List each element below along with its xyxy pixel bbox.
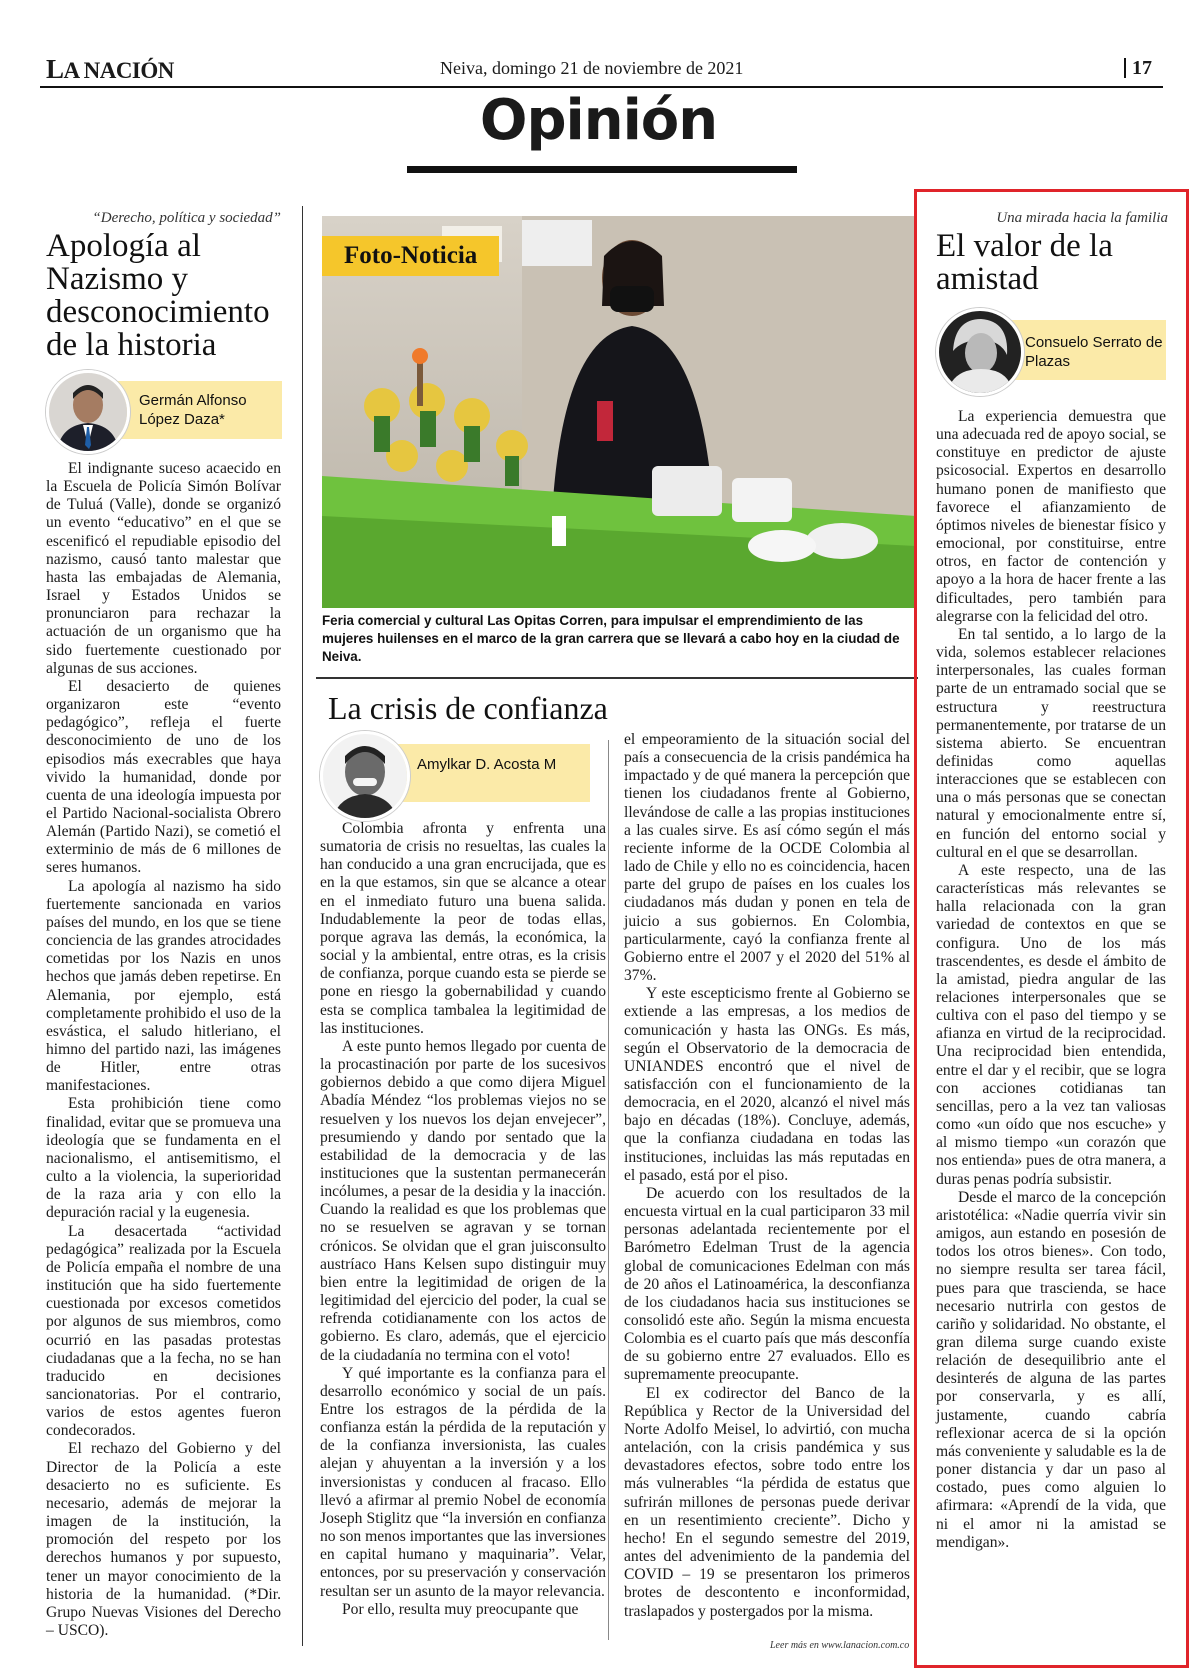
paragraph: Esta prohibición tiene como finalidad, evitar que se promueva una ideología que se fundamenta en el nacionalismo, el antisemitismo, el culto a la violencia, la superioridad de la raza aria y con ello la depuración racial y la eugenesia.: [46, 1095, 281, 1222]
left-author-name: Germán Alfonso López Daza*: [139, 392, 247, 428]
paragraph: A este punto hemos llegado por cuenta de la procastinación por parte de los sucesivos gobiernos debido a que como dijera Miguel Abadía Méndez “los problemas viejos no se resuelven y los nuevos los dejan envejecer”, presumiendo y dando por sentado que la estabilidad de la democracia y de las instituciones que la sustentan permanecerán incólumes, a pesar de la desidia y la inacción. Cuando la realidad es que los problemas que no se resuelven se agravan y se tornan crónicos. Se olvidan que el gran juisconsulto austríaco Hans Kelsen supo distinguir muy bien entre la legitimidad de origen de la legitimidad del ejercicio del poder, la cual se refrenda cotidianamente con los actos de gobierno. Es claro, además, que el ejercicio de la ciudadanía no termina con el voto!: [320, 1037, 606, 1364]
paragraph: Y este escepticismo frente al Gobierno se extiende a las empresas, a los medios de comunicación y hasta las ONGs. Es más, según el Observatorio de la democracia de UNIANDES encontró que el nivel de satisfacción con el funcionamiento de la democracia, en el 2020, alcanzó el nivel más bajo en décadas (18%). Concluye, además, que la confianza ciudadana en todas las instituciones, incluidas las más reputadas en el pasado, está por el piso.: [624, 985, 910, 1184]
paragraph: Colombia afronta y enfrenta una sumatoria de crisis no resueltas, las cuales la han conducido a una gran encrucijada, que es en la que estamos, sin que se alcance a otear en el inmediato futuro una buena salida. Indudablemente la peor de todas ellas, porque agrava las demás, la económica, la social y la ambiental, entre otras, es la crisis de confianza, porque cuando esta se pierde se pone en riesgo la gobernabilidad y cuando esta se complica tambalea la legitimidad de las instituciones.: [320, 820, 606, 1037]
center-author-avatar: [320, 731, 410, 821]
paragraph: Por ello, resulta muy preocupante que: [342, 1600, 579, 1618]
paragraph: De acuerdo con los resultados de la encuesta virtual en la cual participaron 33 mil personas adelantada recientemente por el Barómetro Edelman Trust de la agencia global de comunicaciones Edelman con más de 20 años el Latinoamérica, la desconfianza de los ciudadanos hacia sus instituciones se consolidó este año. Según la misma encuesta Colombia es el cuarto país que más desconfía de su gobierno entre 27 evaluados. Ello es supremamente preocupante.: [624, 1184, 910, 1384]
paragraph: La desacertada “actividad pedagógica” realizada por la Escuela de Policía empaña el nombre de una institución que ha sido fuertemente cuestionada por excesos cometidos por algunos de sus miembros, como ocurrió en las pasadas protestas ciudadanas que a la fecha, no se han traducido en decisiones sancionatorias. Por el contrario, varios de estos agentes fueron condecorados.: [46, 1222, 281, 1440]
paragraph: El rechazo del Gobierno y del Director de la Policía a este desacierto no es suficiente. Es necesario, además de mejorar la imagen de la institución, la promoción del respeto por los derechos humanos y por supuesto, tener un mayor conocimiento de la historia de la humanidad. (*Dir. Grupo Nuevas Visiones del Derecho – USCO).: [46, 1440, 281, 1639]
paragraph: La apología al nazismo ha sido fuertemente sancionada en varios países del mundo, en los que se tiene conciencia de las grandes atrocidades cometidas por los Nazis en unos hechos que jamás deben repetirse. En Alemania, por ejemplo, está completamente prohibido el uso de la esvástica, el saludo hitleriano, el himno del partido nazi, las imágenes de Hitler, entre otras manifestaciones.: [46, 877, 281, 1095]
left-article-body: [46, 460, 281, 1640]
right-article-kicker: Una mirada hacia la familia: [996, 210, 1168, 226]
paragraph: Desde el marco de la concepción aristotélica: «Nadie querría vivir sin amigos, aun estando en posesión de todos los otros bienes». Con todo, no siempre resulta ser tarea fácil, pues para que trascienda, se hace necesario nutrirla con gestos de cariño y solidaridad. No obstante, el gran dilema surge cuando existe relación de desequilibrio ante el desinterés de alguna de las partes por conservarla, y es allí, justamente, cuando cabría reflexionar acerca de si la opción más conveniente y saludable es la de poner distancia y dar un paso al costado, pues como alguien lo afirmara: «Aprendí de la vida, que ni el amor ni la amistad se mendigan».: [936, 1188, 1166, 1551]
photo-caption: Feria comercial y cultural Las Opitas Corren, para impulsar el emprendimiento de las mujeres huilenses en el marco de la gran carrera que se llevará a cabo hoy en la ciudad de Neiva.: [322, 613, 900, 664]
page-number: 17: [1124, 58, 1152, 78]
highlight-box: [914, 189, 1189, 1668]
newspaper-logo: LA NACIÓN: [46, 54, 174, 84]
center-article-column-2: [624, 731, 910, 1621]
center-article-headline: La crisis de confianza: [328, 690, 608, 726]
paragraph: El ex codirector del Banco de la República y Rector de la Universidad del Norte Adolfo Meisel, lo advirtió, con mucha antelación, con la crisis pandémica y sus devastadores efectos, sobre todo entre los más vulnerables “la pérdida de estatus que sufrirán millones de personas puede derivar en un resentimiento creciente”. Dicho y hecho! En el segundo semestre del 2019, antes del advenimiento de la pandemia del COVID – 19 se presentaron los primeros brotes de descontento e inconformidad, traslapados y postergados por la misma.: [624, 1384, 910, 1620]
left-author-avatar: [46, 370, 130, 454]
center-author-name: Amylkar D. Acosta M: [417, 756, 557, 773]
column-divider-left: [302, 206, 303, 1646]
paragraph: el empeoramiento de la situación social del país a consecuencia de la crisis pandémica ha impactado y de qué manera la percepción que tienen los ciudadanos frente al Gobierno, llevándose de calle a las propias instituciones a las cuales sirve. Es así cómo según el más reciente informe de la OCDE Colombia al lado de Chile y ello no es coincidencia, hacen parte del grupo de países en los cuales los ciudadanos más dudan y ponen en tela de juicio a sus gobiernos. En Colombia, particularmente, cayó la confianza frente al Gobierno entre el 2007 y el 2020 del 51% al 37%.: [624, 731, 910, 985]
center-article-column-1: [320, 820, 606, 1619]
paragraph: El desacierto de quienes organizaron este “evento pedagógico”, refleja el fuerte desconocimiento de uno de los episodios más execrables que haya vivido la humanidad, donde por cuenta de una ideología impuesta por el Partido Nacional-socialista Obrero Alemán (Partido Nazi), se cometió el exterminio de más de 6 millones de seres humanos.: [46, 677, 281, 877]
paragraph: En tal sentido, a lo largo de la vida, solemos establecer relaciones interpersonales, las cuales forman parte de un entramado social que se estructura y reestructura permanentemente, por tratarse de un sistema abierto. Se encuentran definidas como aquellas interacciones que se establecen con una o más personas que se conectan natural y emocionalmente entre sí, en función del entorno social y cultural en el que se desarrollan.: [936, 625, 1166, 861]
paragraph: La experiencia demuestra que una adecuada red de apoyo social, se constituye en predictor de ajuste psicosocial. Expertos en desarrollo humano ponen de manifiesto que favorece el afianzamiento de óptimos niveles de bienestar físico y emocional, por constituirse, entre otros, en factor de contención y apoyo a la hora de hacer frente a las dificultades, pero también para alegrarse con la felicidad del otro.: [936, 408, 1166, 625]
center-divider-rule: [316, 677, 918, 679]
paragraph: Y qué importante es la confianza para el desarrollo económico y social de un país. Entre los estragos de la pérdida de la confianza están la pérdida de la reputación y de la confianza inversionista, las cuales alejan y ahuyentan a la inversión y a los inversionistas y conducen al fracaso. Ello llevó a afirmar al premio Nobel de economía Joseph Stiglitz que “la inversión en confianza no son menos importantes que las inversiones en capital humano y maquinaria”. Velar, entonces, por su preservación y conservación resultan ser un asunto de la mayor relevancia.: [320, 1364, 606, 1600]
left-article-headline: Apología al Nazismo y desconocimiento de la historia: [46, 228, 270, 363]
right-article-headline: El valor de la amistad: [936, 228, 1113, 297]
paragraph: A este respecto, una de las características más relevantes se halla relacionada con la gran variedad de contextos en que se configura. Uno de los más trascendentes, es desde el ámbito de la amistad, piedra angular de las relaciones interpersonales que se cultiva con el paso del tiempo y se afianza en virtud de la reciprocidad. Una reciprocidad bien entendida, entre el dar y el recibir, que se logra con acciones cotidianas tan sencillas, pero a la vez tan valiosas como «un oído que nos escuche» y al mismo tiempo «un corazón que nos entienda» pues de otra manera, a duras penas podría subsistir.: [936, 861, 1166, 1188]
column-divider-center: [608, 740, 609, 1640]
read-more-link[interactable]: Leer más en www.lanacion.com.co: [770, 1640, 910, 1651]
issue-date: Neiva, domingo 21 de noviembre de 2021: [440, 58, 744, 78]
paragraph: El indignante suceso acaecido en la Escuela de Policía Simón Bolívar de Tuluá (Valle), donde se organizó un evento “educativo” en el que se escenificó el repudiable episodio del nazismo, causó tanto malestar que hasta las embajadas de Alemania, Israel y Estados Unidos se pronunciaron para rechazar la actuación de un organismo que ha sido fuertemente cuestionado por algunas de sus acciones.: [46, 460, 281, 677]
photo-news-tag: Foto-Noticia: [322, 236, 499, 276]
right-author-name: Consuelo Serrato de Plazas: [1025, 334, 1163, 370]
section-rule: [407, 166, 797, 173]
left-article-kicker: “Derecho, política y sociedad”: [92, 210, 281, 226]
section-title: Opinión: [479, 88, 718, 153]
